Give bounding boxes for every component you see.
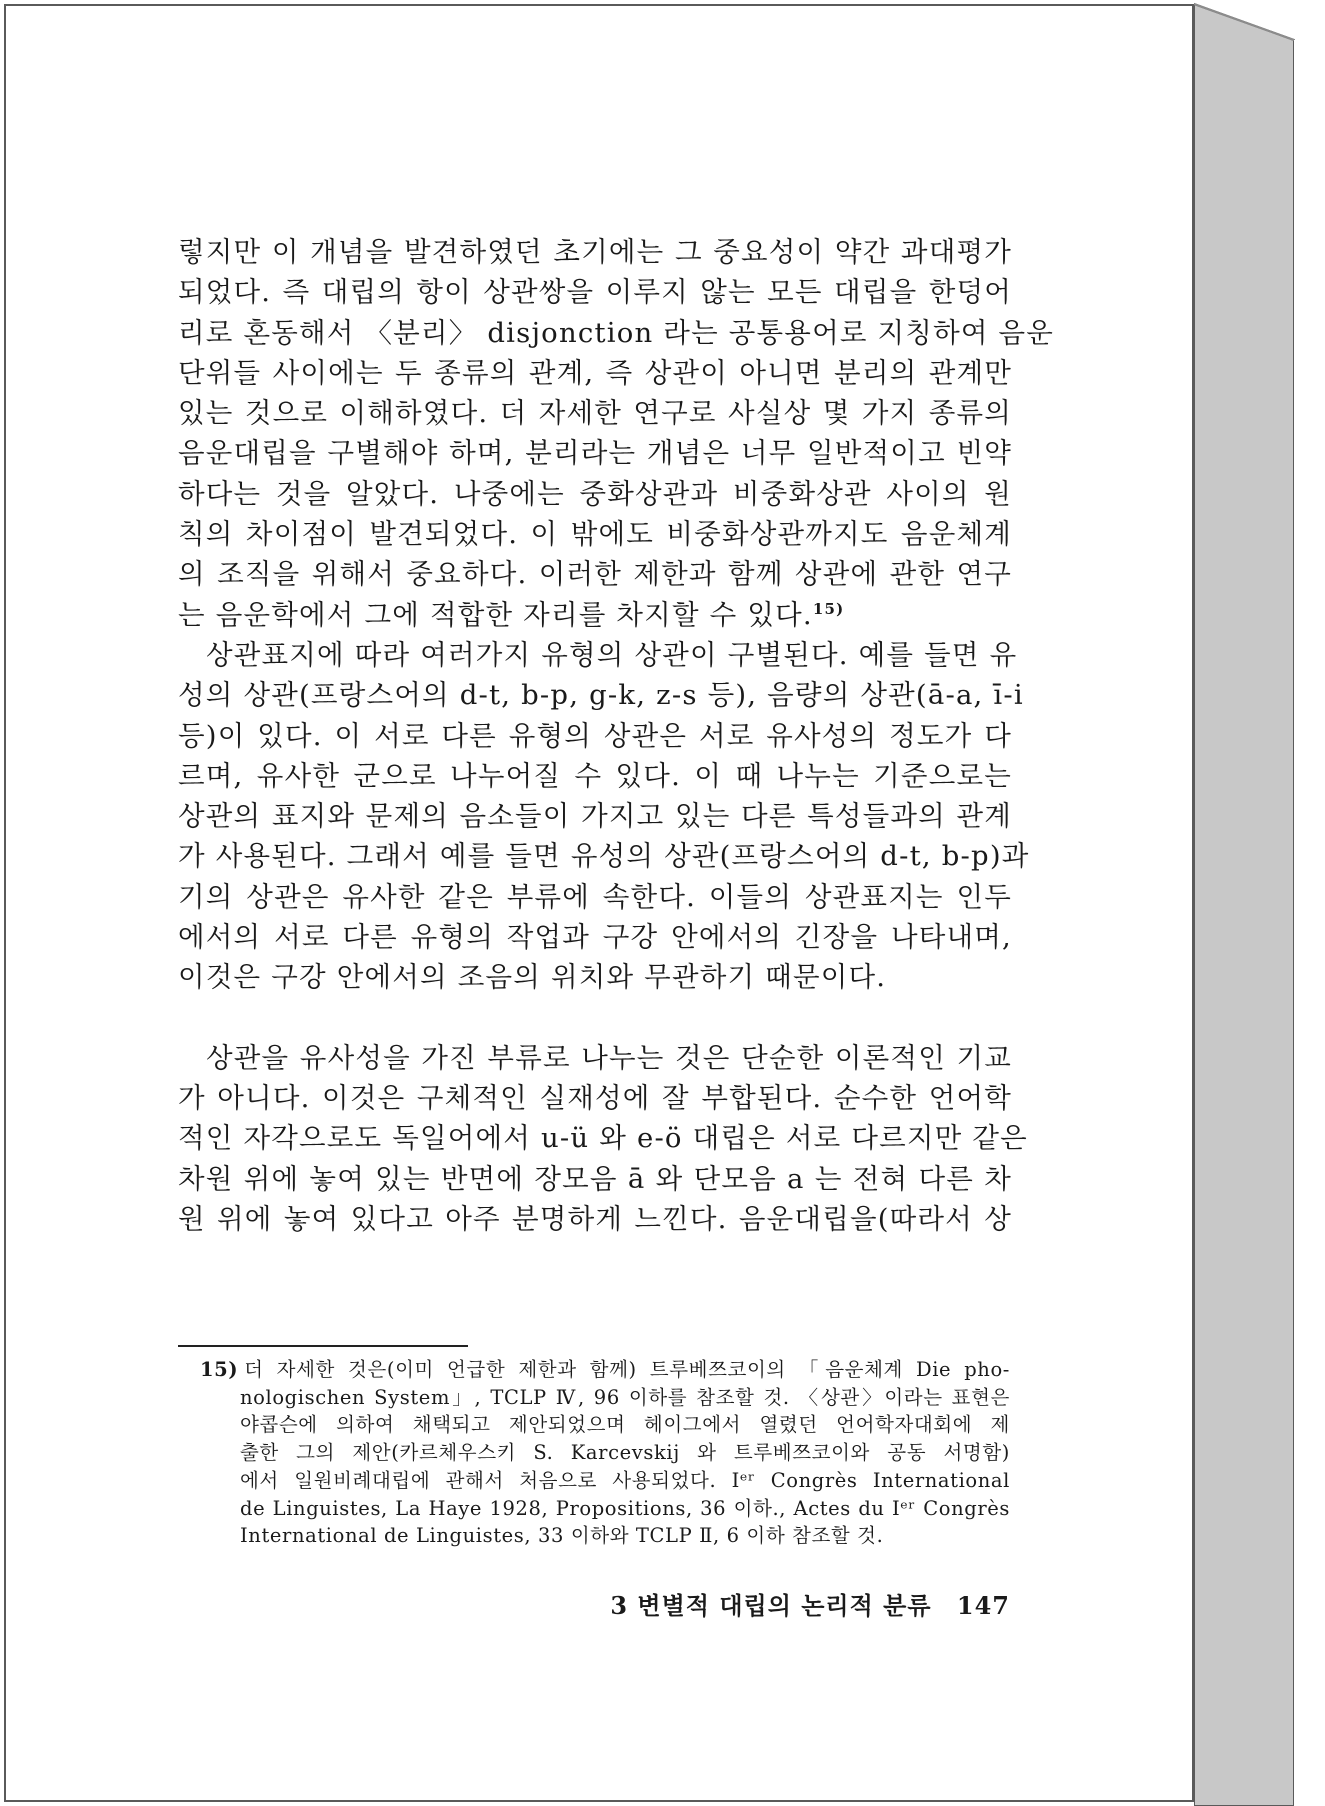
footnote-ref[interactable]: 15)	[812, 599, 845, 618]
footnote-number: 15)	[200, 1358, 239, 1381]
text-line: 상관을 유사성을 가진 부류로 나누는 것은 단순한 이론적인 기교	[206, 1041, 1012, 1074]
text-line: 가 사용된다. 그래서 예를 들면 유성의 상관(프랑스어의 d-t, b-p)과	[178, 840, 1030, 873]
footnote-block	[200, 1356, 1010, 1550]
text-line: 칙의 차이점이 발견되었다. 이 밖에도 비중화상관까지도 음운체계	[178, 518, 1012, 551]
footnote-line: International de Linguistes, 33 이하와 TCLP Ⅱ, 6 이하 참조할 것.	[240, 1524, 884, 1548]
footnote-text: 더 자세한 것은(이미 언급한 제한과 함께) 트루베쯔코이의 「음운체계 Die pho-	[244, 1358, 1010, 1381]
text-line: 원 위에 놓여 있다고 아주 분명하게 느낀다. 음운대립을(따라서 상	[178, 1202, 1012, 1235]
chapter-title: 3 변별적 대립의 논리적 분류	[610, 1591, 932, 1620]
text-line: 등)이 있다. 이 서로 다른 유형의 상관은 서로 유사성의 정도가 다	[178, 719, 1012, 752]
footnote-line: nologischen System」, TCLP Ⅳ, 96 이하를 참조할 것. 〈상관〉이라는 표현은	[240, 1385, 1010, 1409]
paragraph-gap	[178, 998, 1012, 1038]
footnote-line: 야콥슨에 의하여 채택되고 제안되었으며 헤이그에서 열렸던 언어학자대회에 제	[240, 1413, 1010, 1437]
footnote-line: 에서 일원비례대립에 관해서 처음으로 사용되었다. Iᵉʳ Congrès International	[240, 1468, 1010, 1492]
main-text	[178, 232, 1055, 1239]
paragraph-1	[178, 232, 1055, 635]
text-line: 성의 상관(프랑스어의 d-t, b-p, g-k, z-s 등), 음량의 상관(ā-a, ī-i	[178, 679, 1024, 712]
text-line: 단위들 사이에는 두 종류의 관계, 즉 상관이 아니면 분리의 관계만	[178, 356, 1012, 389]
page-number: 147	[956, 1591, 1010, 1620]
text-line: 음운대립을 구별해야 하며, 분리라는 개념은 너무 일반적이고 빈약	[178, 437, 1012, 470]
text-line: 있는 것으로 이해하였다. 더 자세한 연구로 사실상 몇 가지 종류의	[178, 397, 1012, 430]
text-line: 되었다. 즉 대립의 항이 상관쌍을 이루지 않는 모든 대립을 한덩어	[178, 276, 1012, 309]
paragraph-3	[178, 1038, 1028, 1239]
text-line: 가 아니다. 이것은 구체적인 실재성에 잘 부합된다. 순수한 언어학	[178, 1081, 1012, 1114]
footnote-line: de Linguistes, La Haye 1928, Propositions, 36 이하., Actes du Iᵉʳ Congrès	[240, 1496, 1010, 1520]
text-line: 리로 혼동해서 〈분리〉 disjonction 라는 공통용어로 지칭하여 음운	[178, 316, 1055, 349]
text-line: 상관의 표지와 문제의 음소들이 가지고 있는 다른 특성들과의 관계	[178, 800, 1012, 833]
book-edge-3d	[1194, 0, 1325, 1806]
text-line: 하다는 것을 알았다. 나중에는 중화상관과 비중화상관 사이의 원	[178, 477, 1012, 510]
text-line: 이것은 구강 안에서의 조음의 위치와 무관하기 때문이다.	[178, 961, 887, 994]
text-line	[178, 595, 1012, 635]
footnote-divider	[178, 1345, 468, 1347]
text-line: 에서의 서로 다른 유형의 작업과 구강 안에서의 긴장을 나타내며,	[178, 921, 1012, 954]
text-line: 상관표지에 따라 여러가지 유형의 상관이 구별된다. 예를 들면 유	[206, 638, 1018, 671]
footnote-line: 출한 그의 제안(카르체우스키 S. Karcevskij 와 트루베쯔코이와 공동 서명함)	[240, 1441, 1010, 1465]
text-line-content: 는 음운학에서 그에 적합한 자리를 차지할 수 있다.	[178, 598, 813, 631]
text-line: 렇지만 이 개념을 발견하였던 초기에는 그 중요성이 약간 과대평가	[178, 236, 1012, 268]
running-footer	[610, 1586, 1010, 1621]
text-line: 기의 상관은 유사한 같은 부류에 속한다. 이들의 상관표지는 인두	[178, 880, 1012, 913]
text-line: 의 조직을 위해서 중요하다. 이러한 제한과 함께 상관에 관한 연구	[178, 558, 1012, 591]
text-line: 르며, 유사한 군으로 나누어질 수 있다. 이 때 나누는 기준으로는	[178, 759, 1012, 792]
paragraph-2	[178, 635, 1030, 998]
text-line: 적인 자각으로도 독일어에서 u-ü 와 e-ö 대립은 서로 다르지만 같은	[178, 1122, 1028, 1155]
footnote-line	[200, 1356, 1010, 1384]
text-line: 차원 위에 놓여 있는 반면에 장모음 ā 와 단모음 a 는 전혀 다른 차	[178, 1162, 1012, 1195]
